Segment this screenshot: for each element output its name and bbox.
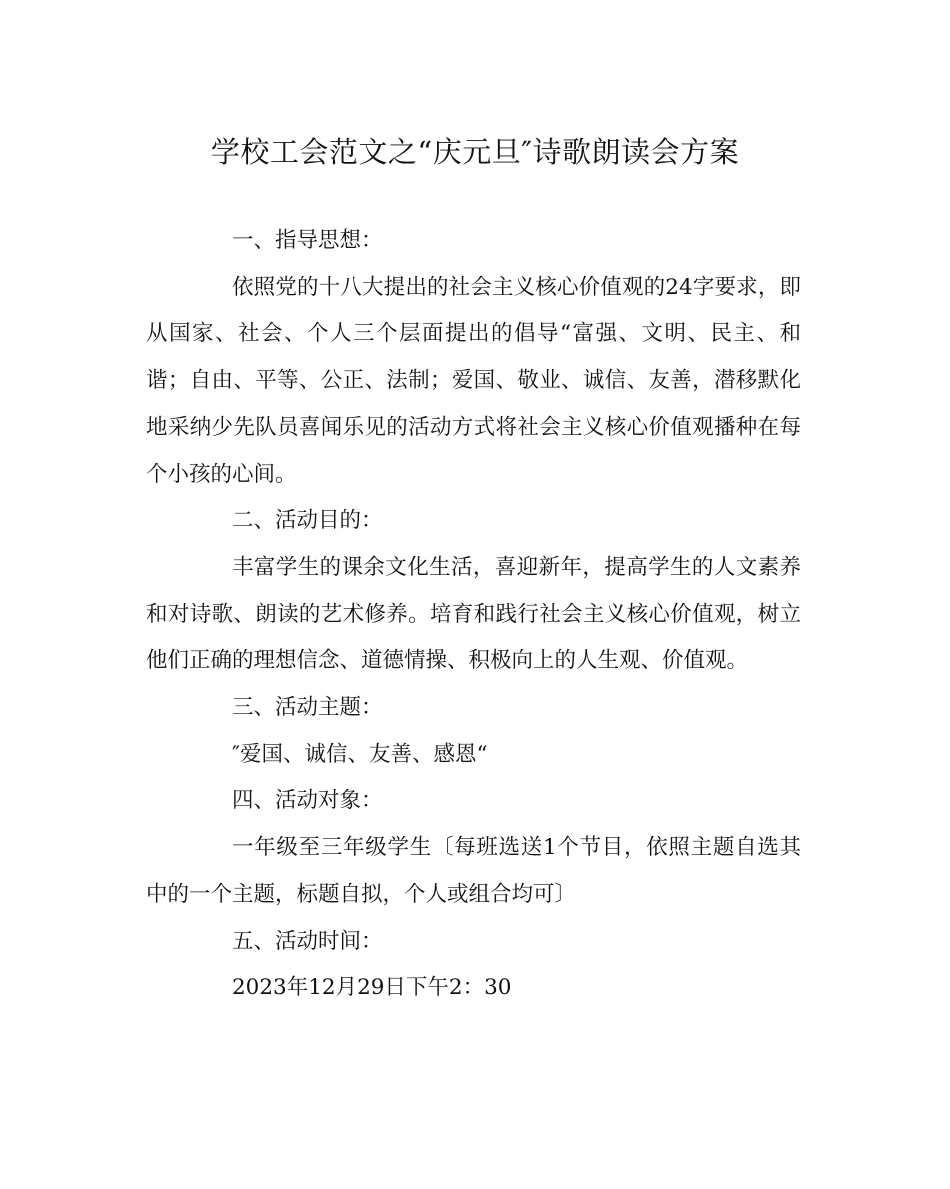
document-title: 学校工会范文之“庆元旦″诗歌朗读会方案 [210, 135, 740, 169]
section-text-purpose: 丰富学生的课余文化生活，喜迎新年，提高学生的人文素养和对诗歌、朗读的艺术修养。培育和践行社会主义核心价值观，树立他们正确的理想信念、道德情操、积极向上的人生观、价值观。 [146, 554, 801, 674]
section-heading-time: 五、活动时间： [232, 928, 383, 954]
section-text-time: 2023年12月29日下午2：30 [232, 975, 512, 1001]
section-text-audience: 一年级至三年级学生〔每班选送1个节目，依照主题自选其中的一个主题，标题自拟，个人或组合均可〕 [146, 835, 801, 907]
section-heading-purpose: 二、活动目的： [232, 508, 383, 534]
section-text-theme: ″爱国、诚信、友善、感恩“ [232, 741, 488, 767]
section-heading-audience: 四、活动对象： [232, 788, 383, 814]
section-text-guiding: 依照党的十八大提出的社会主义核心价值观的24字要求，即从国家、社会、个人三个层面提出的倡导“富强、文明、民主、和谐；自由、平等、公正、法制；爱国、敬业、诚信、友善，潜移默化地采纳少先队员喜闻乐见的活动方式将社会主义核心价值观播种在每个小孩的心间。 [146, 274, 801, 487]
section-heading-guiding: 一、指导思想： [232, 228, 383, 253]
document-body [146, 218, 801, 1012]
section-heading-theme: 三、活动主题： [232, 695, 383, 721]
